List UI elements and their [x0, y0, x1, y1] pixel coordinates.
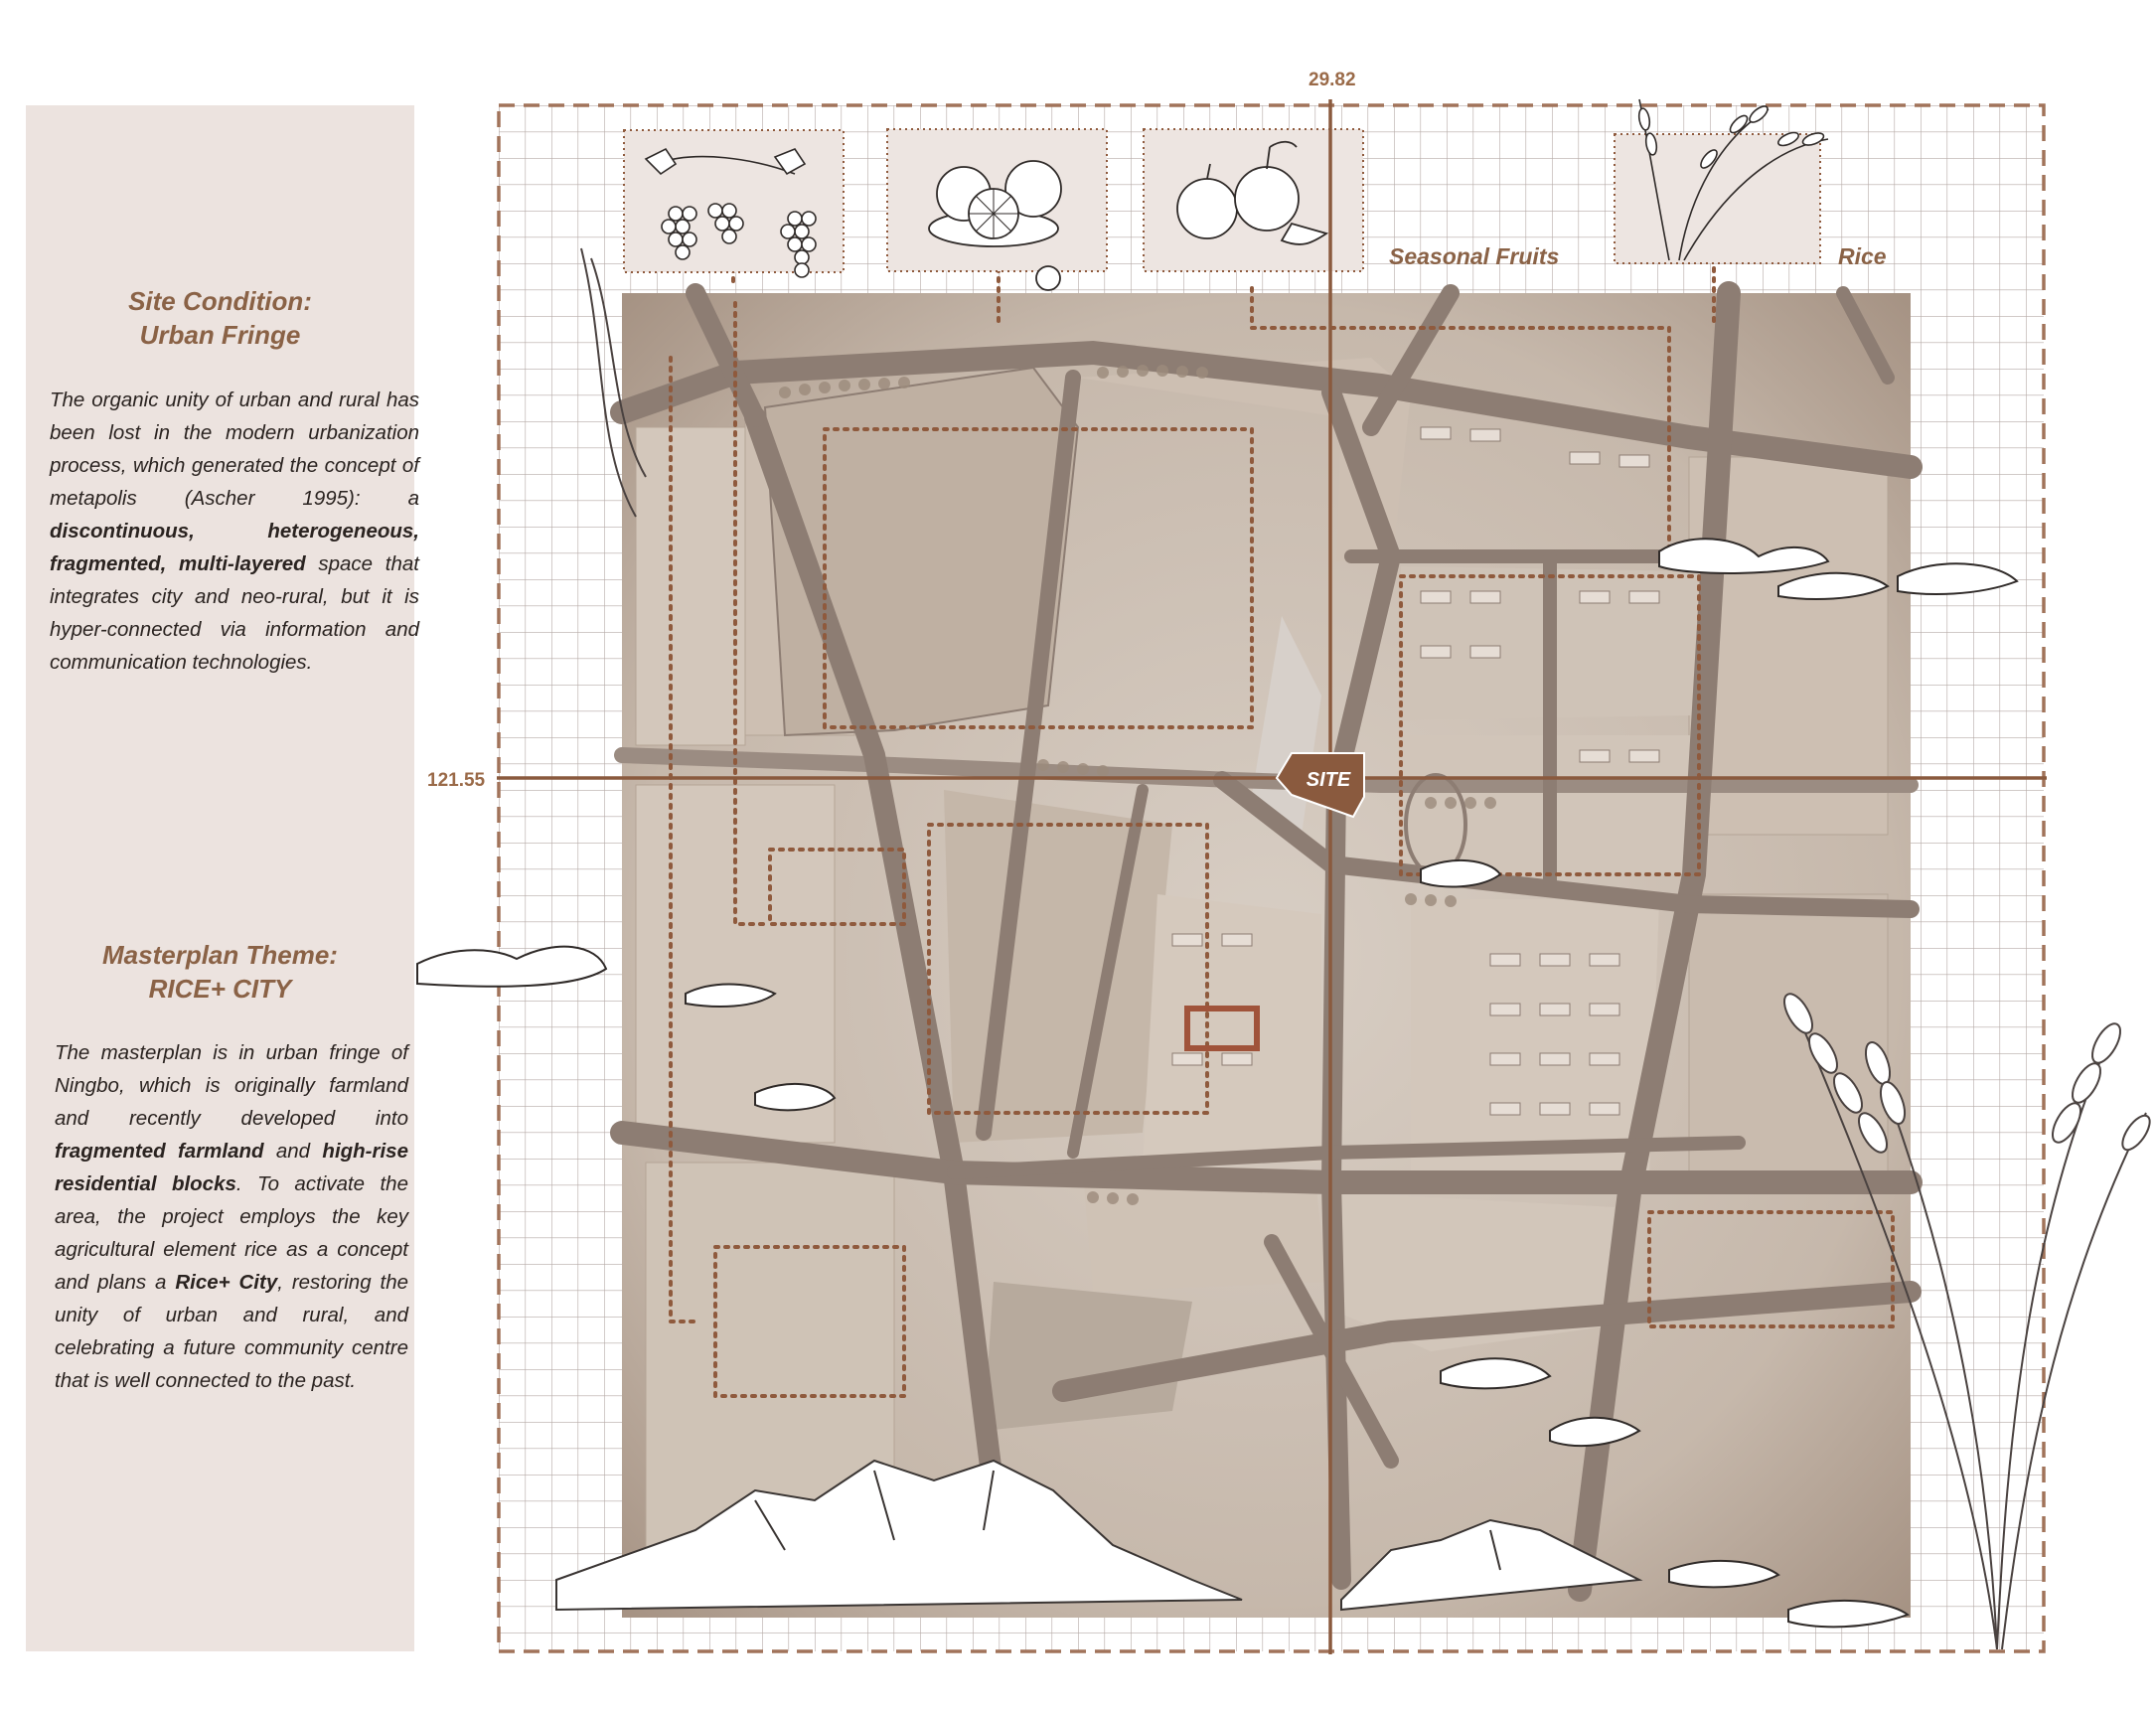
map-base: [622, 268, 1911, 1618]
paragraph-segment: and: [263, 1140, 323, 1163]
paragraph-segment: discontinuous, heterogeneous, fragmented, multi-layered: [50, 520, 419, 575]
masterplan-theme-title-line2: RICE+ CITY: [148, 974, 292, 1004]
paragraph-segment: The organic unity of urban and rural has been lost in the modern urbanization process, which generated the concept of metapolis (Ascher 1995): a: [50, 389, 419, 510]
site-condition-title-line2: Urban Fringe: [139, 320, 301, 350]
paragraph-segment: space that integrates city and neo-rural, but it is hyper-connected via information and communication technologies.: [50, 552, 419, 674]
paragraph-segment: Rice+ City: [175, 1271, 278, 1294]
site-condition-title-line1: Site Condition:: [128, 286, 312, 316]
masterplan-theme-title-line1: Masterplan Theme:: [102, 940, 338, 970]
longitude-label: 121.55: [427, 770, 486, 791]
rice-label: Rice: [1838, 243, 1887, 269]
site-label: SITE: [1306, 769, 1351, 791]
latitude-label: 29.82: [1309, 70, 1356, 90]
paragraph-segment: fragmented farmland: [55, 1140, 264, 1163]
paragraph-segment: high-rise residential blocks: [55, 1140, 408, 1195]
paragraph-segment: , restoring the unity of urban and rural, and celebrating a future community centre that is well connected to the past.: [55, 1271, 408, 1392]
paragraph-segment: The masterplan is in urban fringe of Ningbo, which is originally farmland and recently developed into: [55, 1041, 408, 1130]
paragraph-segment: . To activate the area, the project employs the key agricultural element rice as a concept and plans a: [55, 1172, 408, 1294]
seasonal-fruits-label: Seasonal Fruits: [1389, 243, 1560, 269]
